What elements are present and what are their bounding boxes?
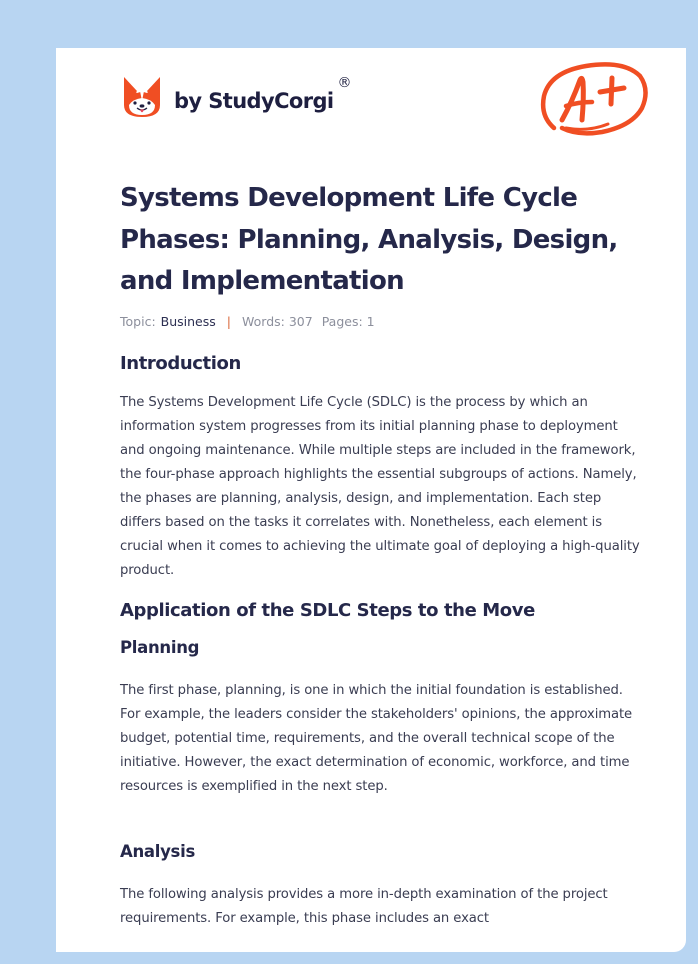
a-plus-grade-icon [538, 58, 650, 140]
article-meta [120, 314, 635, 329]
registered-mark: ® [337, 75, 352, 91]
word-count: Words: 307 [242, 313, 313, 329]
section-heading-analysis: Analysis [120, 842, 195, 861]
page-count: Pages: 1 [321, 313, 375, 329]
topic-link[interactable]: Business [160, 313, 216, 329]
brand-name: by StudyCorgi [174, 89, 334, 113]
header [56, 48, 686, 168]
section-heading-introduction: Introduction [120, 353, 241, 374]
document-card [56, 48, 686, 952]
corgi-icon [121, 75, 163, 119]
brand-logo[interactable] [121, 75, 352, 119]
section-heading-planning: Planning [120, 638, 200, 657]
section-paragraph-introduction: The Systems Development Life Cycle (SDLC) is the process by which an information system progresses from its initial planning phase to deployment and ongoing maintenance. While multiple steps are included in the framework, the four-phase approach highlights the essential subgroups of actions. Namely, the phases are planning, analysis, design, and implementation. Each step differs based on the tasks it correlates with. Nonetheless, each element is crucial when it comes to achieving the ultimate goal of deploying a high-quality product. [120, 395, 640, 578]
article [120, 178, 635, 329]
section-paragraph-planning: The first phase, planning, is one in which the initial foundation is established. For example, the leaders consider the stakeholders' opinions, the approximate budget, potential time, requirements, and the overall technical scope of the initiative. However, the exact determination of economic, workforce, and time resources is exemplified in the next step. [120, 683, 633, 794]
section-heading-application: Application of the SDLC Steps to the Move [120, 600, 535, 621]
article-title: Systems Development Life Cycle Phases: Planning, Analysis, Design, and Implementation [120, 183, 618, 296]
section-paragraph-analysis: The following analysis provides a more in-depth examination of the project requirements. For example, this phase includes an exact [120, 887, 608, 926]
topic-label: Topic: [120, 313, 156, 329]
meta-separator: | [226, 313, 231, 329]
